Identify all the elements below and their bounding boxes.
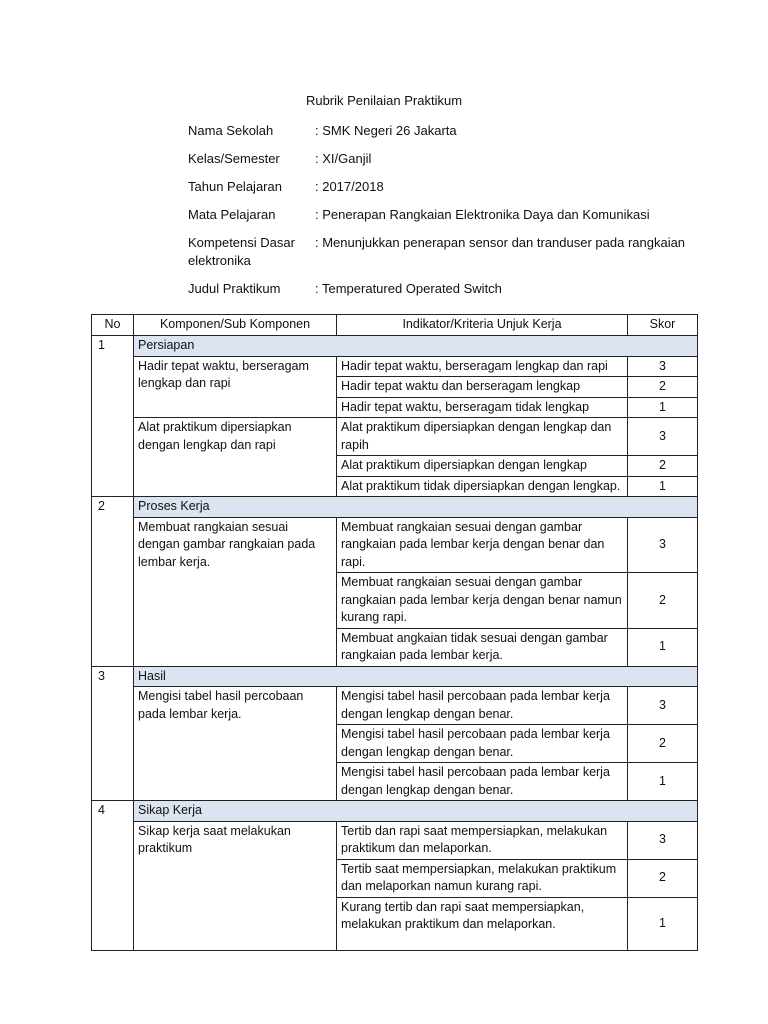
criteria-cell: Kurang tertib dan rapi saat mempersiapkan, melakukan praktikum dan melaporkan.: [337, 897, 628, 950]
info-label: Kelas/Semester: [188, 151, 280, 166]
section-title: Hasil: [134, 666, 698, 687]
criteria-cell: Hadir tepat waktu, berseragam tidak lengkap: [337, 397, 628, 418]
score-cell: 1: [628, 763, 698, 801]
criteria-cell: Tertib saat mempersiapkan, melakukan praktikum dan melaporkan namun kurang rapi.: [337, 859, 628, 897]
info-value: : Penerapan Rangkaian Elektronika Daya dan Komunikasi: [315, 207, 650, 222]
criteria-cell: Membuat rangkaian sesuai dengan gambar rangkaian pada lembar kerja dengan benar dan rapi.: [337, 517, 628, 573]
table-row: [92, 687, 698, 725]
info-row-year: [188, 178, 688, 196]
info-value: : 2017/2018: [315, 179, 384, 194]
score-cell: 3: [628, 356, 698, 377]
table-row: [92, 356, 698, 377]
section-number: 1: [92, 336, 134, 497]
table-row: [92, 821, 698, 859]
section-number: 4: [92, 801, 134, 951]
info-label: Tahun Pelajaran: [188, 179, 282, 194]
score-cell: 1: [628, 476, 698, 497]
section-number: 3: [92, 666, 134, 801]
criteria-cell: Alat praktikum dipersiapkan dengan lengkap dan rapih: [337, 418, 628, 456]
header-no: No: [92, 315, 134, 336]
criteria-cell: Hadir tepat waktu dan berseragam lengkap: [337, 377, 628, 398]
header-score: Skor: [628, 315, 698, 336]
criteria-cell: Mengisi tabel hasil percobaan pada lembar kerja dengan lengkap dengan benar.: [337, 687, 628, 725]
score-cell: 2: [628, 377, 698, 398]
score-cell: 3: [628, 517, 698, 573]
section-row: [92, 801, 698, 822]
score-cell: 2: [628, 859, 698, 897]
component-cell: Sikap kerja saat melakukan praktikum: [134, 821, 337, 950]
criteria-cell: Membuat rangkaian sesuai dengan gambar rangkaian pada lembar kerja dengan benar namun kurang rapi.: [337, 573, 628, 629]
info-row-subject: [188, 206, 688, 224]
info-value: : XI/Ganjil: [315, 151, 372, 166]
score-cell: 3: [628, 418, 698, 456]
component-cell: Membuat rangkaian sesuai dengan gambar rangkaian pada lembar kerja.: [134, 517, 337, 666]
info-row-competency: [188, 234, 688, 270]
info-label: Kompetensi Dasar elektronika: [188, 235, 295, 268]
section-number: 2: [92, 497, 134, 667]
section-title: Sikap Kerja: [134, 801, 698, 822]
component-cell: Hadir tepat waktu, berseragam lengkap dan rapi: [134, 356, 337, 418]
rubric-table: [91, 314, 698, 951]
section-title: Persiapan: [134, 336, 698, 357]
criteria-cell: Mengisi tabel hasil percobaan pada lembar kerja dengan lengkap dengan benar.: [337, 725, 628, 763]
section-row: [92, 666, 698, 687]
info-row-class: [188, 150, 688, 168]
criteria-cell: Mengisi tabel hasil percobaan pada lembar kerja dengan lengkap dengan benar.: [337, 763, 628, 801]
score-cell: 1: [628, 897, 698, 950]
table-header-row: [92, 315, 698, 336]
table-row: [92, 517, 698, 573]
info-row-practicum-title: [188, 280, 688, 298]
criteria-cell: Tertib dan rapi saat mempersiapkan, melakukan praktikum dan melaporkan.: [337, 821, 628, 859]
section-row: [92, 336, 698, 357]
score-cell: 3: [628, 821, 698, 859]
info-value: : Temperatured Operated Switch: [315, 281, 502, 296]
score-cell: 2: [628, 573, 698, 629]
criteria-cell: Hadir tepat waktu, berseragam lengkap dan rapi: [337, 356, 628, 377]
info-block: [188, 122, 688, 308]
criteria-cell: Alat praktikum tidak dipersiapkan dengan lengkap.: [337, 476, 628, 497]
section-title: Proses Kerja: [134, 497, 698, 518]
score-cell: 1: [628, 628, 698, 666]
criteria-cell: Membuat angkaian tidak sesuai dengan gambar rangkaian pada lembar kerja.: [337, 628, 628, 666]
component-cell: Mengisi tabel hasil percobaan pada lembar kerja.: [134, 687, 337, 801]
score-cell: 2: [628, 456, 698, 477]
score-cell: 2: [628, 725, 698, 763]
info-label: Mata Pelajaran: [188, 207, 276, 222]
header-component: Komponen/Sub Komponen: [134, 315, 337, 336]
document-title: Rubrik Penilaian Praktikum: [305, 93, 463, 108]
info-value: : SMK Negeri 26 Jakarta: [315, 123, 457, 138]
info-label: Nama Sekolah: [188, 123, 274, 138]
score-cell: 1: [628, 397, 698, 418]
info-row-school: [188, 122, 688, 140]
info-value: : Menunjukkan penerapan sensor dan tranduser pada rangkaian: [315, 235, 686, 250]
component-cell: Alat praktikum dipersiapkan dengan lengkap dan rapi: [134, 418, 337, 497]
info-label: Judul Praktikum: [188, 281, 281, 296]
score-cell: 3: [628, 687, 698, 725]
table-row: [92, 418, 698, 456]
header-indicator: Indikator/Kriteria Unjuk Kerja: [337, 315, 628, 336]
section-row: [92, 497, 698, 518]
criteria-cell: Alat praktikum dipersiapkan dengan lengkap: [337, 456, 628, 477]
